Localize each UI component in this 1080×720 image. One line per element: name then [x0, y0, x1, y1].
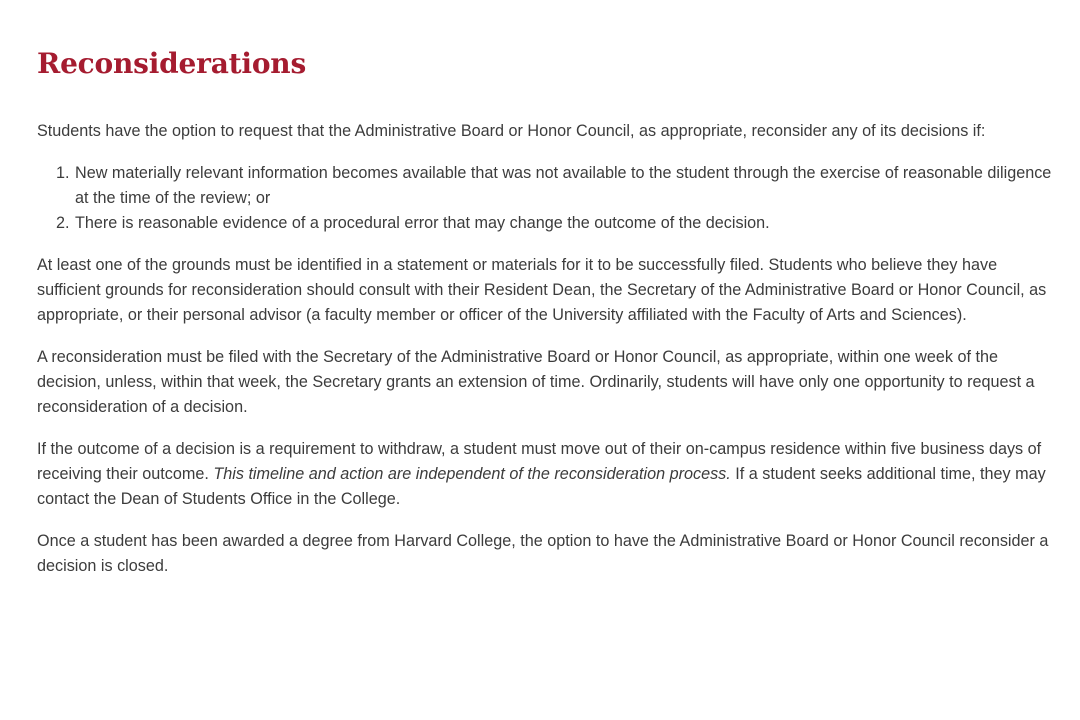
grounds-paragraph: At least one of the grounds must be identified in a statement or materials for it to be successfully filed. Students who believe they have sufficient grounds for reconsideration should consult with their Resident Dean, the Secretary of the Administrative Board or Honor Council, as appropriate, or their personal advisor (a faculty member or officer of the University affiliated with the Faculty of Arts and Sciences).	[37, 256, 1047, 324]
withdraw-text-part2: If a student seeks additional time, they may contact the Dean of Students Office in the College.	[37, 465, 1046, 508]
withdraw-italic-note: This timeline and action are independent of the reconsideration process.	[213, 465, 731, 483]
withdraw-paragraph	[37, 437, 1057, 512]
intro-paragraph: Students have the option to request that the Administrative Board or Honor Council, as appropriate, reconsider any of its decisions if:	[37, 122, 986, 140]
grounds-list	[37, 161, 1057, 236]
page-title: Reconsiderations	[37, 47, 307, 80]
filing-paragraph: A reconsideration must be filed with the Secretary of the Administrative Board or Honor Council, as appropriate, within one week of the decision, unless, within that week, the Secretary grants an extension of time. Ordinarily, students will have only one opportunity to request a reconsideration of a decision.	[37, 348, 1035, 416]
withdraw-text-part1: If the outcome of a decision is a requirement to withdraw, a student must move out of their on-campus residence within five business days of receiving their outcome.	[37, 440, 1042, 483]
list-item: 1. New materially relevant information becomes available that was not available to the student through the exercise of reasonable diligence at the time of the review; or	[74, 161, 1057, 211]
list-item: 2. There is reasonable evidence of a procedural error that may change the outcome of the decision.	[74, 211, 1057, 236]
degree-paragraph: Once a student has been awarded a degree from Harvard College, the option to have the Administrative Board or Honor Council reconsider a decision is closed.	[37, 532, 1049, 575]
article-body	[37, 119, 1057, 596]
